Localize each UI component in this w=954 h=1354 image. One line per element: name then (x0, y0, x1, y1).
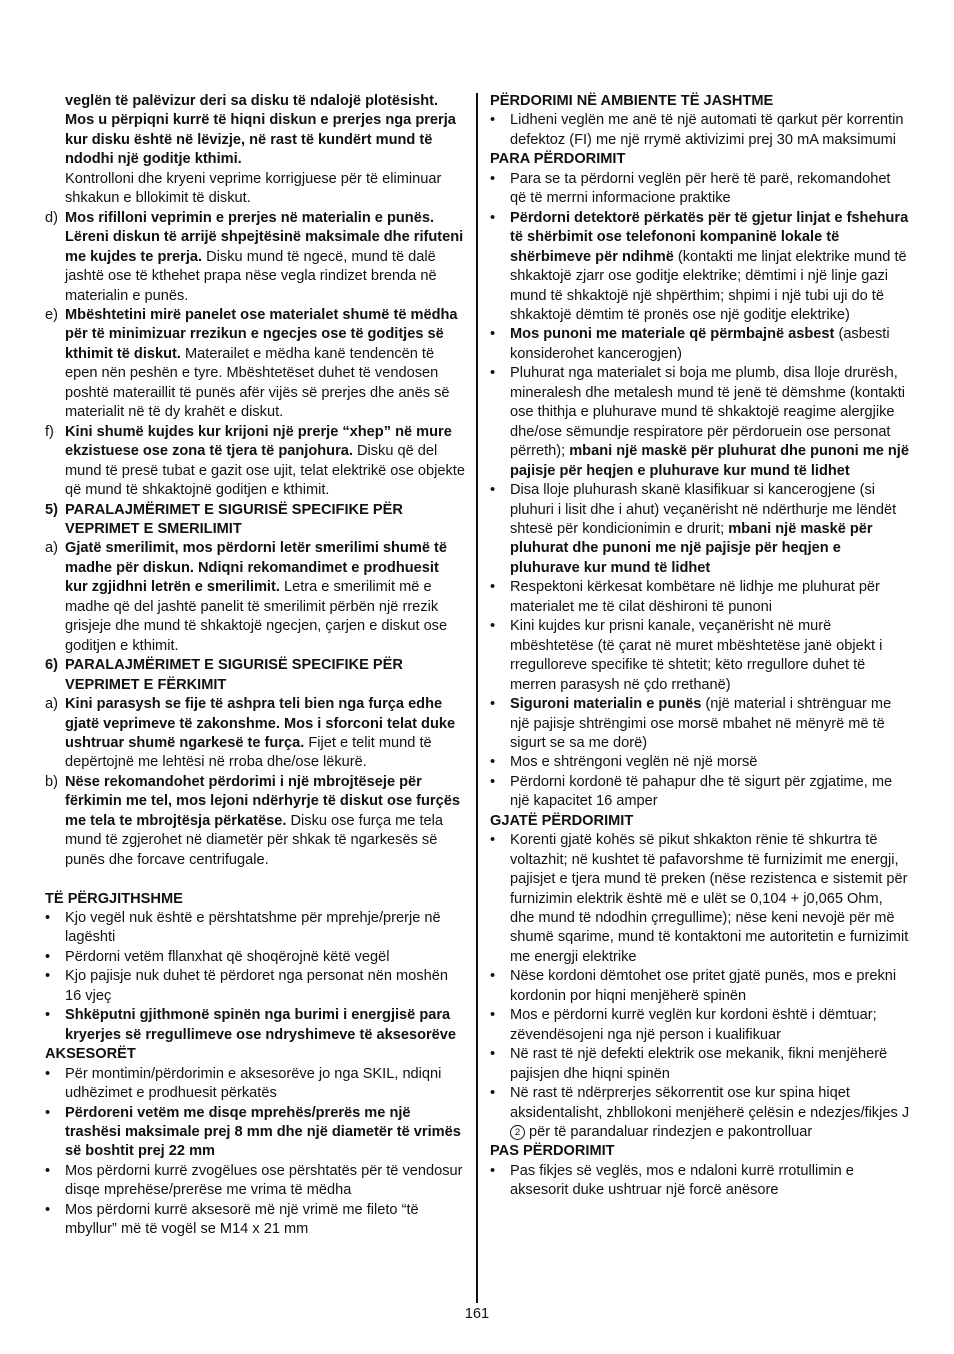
item-text: Mos e shtrëngoni veglën në një morsë (510, 754, 758, 771)
item-text: Përdorni vetëm fllanxhat që shoqërojnë këtë vegël (65, 948, 390, 965)
left-column (45, 92, 465, 1240)
list-item (45, 948, 465, 967)
list-item (490, 617, 910, 695)
bullet: • (45, 1104, 51, 1121)
list-item (45, 1201, 465, 1240)
list-item (490, 1162, 910, 1201)
item-bold-text: Mbështetini mirë panelet ose materialet shumë të mëdha për të minimizuar rrezikun e ngecjes ose të goditjes së kthimit të diskut. (65, 306, 458, 362)
list-section-5 (45, 539, 465, 656)
list-item (490, 364, 910, 481)
bullet: • (490, 1007, 496, 1024)
list-item (490, 325, 910, 364)
item-text: Materailet e mëdha kanë tendencën të epen nën peshën e tyre. Mbështetëset duhet të vendosen poshtë materaillit të punës afër vijës së prerjes dhe anës së materialit në të dy krahët e diskut. (65, 345, 450, 421)
accessories-heading: AKSESORËT (45, 1046, 136, 1063)
bullet: • (45, 1007, 51, 1024)
section-5-heading (45, 501, 465, 540)
list-item (490, 695, 910, 753)
item-bold-text: Gjatë smerilimit, mos përdorni letër smerilimi shumë të madhe për diskun. Ndiqni rekomandimet e prodhuesit kur zgjidhni letrën e smerilimit. (65, 540, 447, 596)
item-bold-text: Përdoreni vetëm me disqe mprehës/prerës me një trashësi maksimale prej 8 mm dhe një diametër të vrimës së boshtit prej 22 mm (65, 1104, 461, 1160)
item-text: Për montimin/përdorimin e aksesorëve jo nga SKIL, ndiqni udhëzimet e prodhuesit përkatës (65, 1065, 442, 1102)
item-text: Kjo pajisje nuk duhet të përdoret nga personat nën moshën 16 vjeç (65, 968, 448, 1004)
before-use-heading: PARA PËRDORIMIT (490, 151, 626, 168)
dust-2-bold: mbani një maskë për pluhurat dhe punoni me një pajisje për heqjen e pluhurave kur mund të lidhet (510, 520, 873, 576)
general-heading: TË PËRGJITHSHME (45, 890, 183, 907)
bullet: • (490, 1162, 496, 1179)
item-bold-text: Kini shumë kujdes kur krijoni një prerje “xhep” në mure ekzistuese ose zona të tjera të panjohura. (65, 423, 452, 460)
item-bold-text: Kini parasysh se fije të ashpra teli bien nga furça edhe gjatë veprimeve të zakonshme. Mos i sforconi telat duke ushtruar shumë ngarkesë te furça. (65, 696, 456, 751)
bullet: • (45, 1201, 51, 1218)
bullet: • (490, 482, 496, 499)
after-use-list (490, 1162, 910, 1201)
page-number: 161 (464, 1306, 490, 1322)
bullet: • (490, 112, 496, 129)
item-text: Disku që del mund të presë tubat e gazit ose ujit, telat elektrikë ose objekte që mund të shkaktojnë goditjen e kthimit. (65, 443, 465, 499)
item-marker: f) (45, 423, 54, 440)
general-list (45, 909, 465, 1045)
bullet: • (490, 754, 496, 771)
list-item (490, 578, 910, 617)
item-text: Në rast të një defekti elektrik ose mekanik, fikni menjëherë pajisjen dhe hiqni spinën (510, 1046, 888, 1082)
dust-2-text: Disa lloje pluhurash skanë klasifikuar si kancerogjene (si pluhuri i lisit dhe i ahut) veçanërisht në ndërthurje me lëndët shtesë për kondicionimin e drurit; (510, 482, 897, 537)
callout-number-circle: 2 (510, 1125, 525, 1140)
bullet: • (490, 170, 496, 187)
list-item (490, 831, 910, 967)
list-item (490, 1006, 910, 1045)
during-use-heading: GJATË PËRDORIMIT (490, 812, 634, 829)
list-d-f (45, 209, 465, 501)
section-6-title: PARALAJMËRIMET E SIGURISË SPECIFIKE PËR VEPRIMET E FËRKIMIT (65, 657, 403, 693)
accessories-list (45, 1065, 465, 1240)
bullet: • (45, 948, 51, 965)
list-item (490, 209, 910, 326)
after-use-heading: PAS PËRDORIMIT (490, 1143, 615, 1160)
before-use-list (490, 170, 910, 365)
bullet: • (490, 773, 496, 790)
bullet: • (45, 968, 51, 985)
item-marker: a) (45, 540, 58, 557)
list-item (45, 773, 465, 870)
list-item (45, 423, 465, 501)
list-item (490, 481, 910, 578)
list-item (45, 209, 465, 306)
bullet: • (45, 1065, 51, 1082)
list-item (45, 1104, 465, 1162)
section-6-heading (45, 656, 465, 695)
list-item (45, 306, 465, 423)
item-text: Pas fikjes së veglës, mos e ndaloni kurrë rrotullimin e aksesorit duke ushtruar një forcë anësore (510, 1162, 854, 1199)
list-item (490, 753, 910, 772)
switch-text-end: për të parandaluar rindezjen e pakontrolluar (525, 1124, 813, 1141)
list-item (45, 539, 465, 656)
item-bold-text: Përdorni detektorë përkatës për të gjetur linjat e fshehura të shërbimit ose telefononi kompaninë lokale të shërbimeve për ndihmë (510, 209, 909, 265)
right-column (490, 92, 910, 1201)
item-text: Para se ta përdorni veglën për herë të parë, rekomandohet që të merrni informacione praktike (510, 170, 891, 207)
list-item (45, 909, 465, 948)
list-item (45, 1006, 465, 1045)
list-item (490, 1045, 910, 1084)
item-marker: d) (45, 209, 58, 226)
column-divider (476, 93, 478, 1303)
list-item (490, 1084, 910, 1142)
item-marker: b) (45, 773, 58, 790)
list-item (490, 170, 910, 209)
bullet: • (490, 1046, 496, 1063)
section-5-number: 5) (45, 501, 58, 518)
item-text: Letra e smerilimit më e madhe që del jashtë panelit të smerilimit përbën një rrezik grisjeje dhe mund të shkaktojë ngecjen, çarjen e diskut ose goditjen e kthimit. (65, 579, 448, 654)
section-5-title: PARALAJMËRIMET E SIGURISË SPECIFIKE PËR VEPRIMET E SMERILIMIT (65, 501, 403, 537)
section-6-number: 6) (45, 657, 58, 674)
item-marker: e) (45, 306, 58, 323)
item-text: Lidheni veglën me anë të një automati të qarkut për korrentin defektoz (FI) me një rrymë aktivizimi prej 30 mA maksimumi (510, 112, 904, 148)
bullet: • (490, 1085, 496, 1102)
outdoor-heading: PËRDORIMI NË AMBIENTE TË JASHTME (490, 93, 774, 109)
continued-text: Kontrolloni dhe kryeni veprime korrigjuese për të eliminuar shkakun e bllokimit të diskut. (65, 170, 442, 207)
item-text: (asbesti konsiderohet kancerogjen) (510, 326, 890, 362)
item-text: (kontakti me linjat elektrike mund të shkaktojë zjarr ose goditje elektrike; dëmtimi i një linje gazi mund të shkaktojë një shpërthim; shpimi i një tubi uji do të shkaktojë dëmtim të pronës ose një goditje elektrike) (510, 248, 907, 323)
list-item (45, 1162, 465, 1201)
item-bold-text: Mos punoni me materiale që përmbajnë asbest (510, 326, 835, 343)
bullet: • (45, 1162, 51, 1179)
bullet: • (490, 968, 496, 985)
bullet: • (490, 618, 496, 635)
list-item (45, 695, 465, 773)
dust-1-bold: mbani një maskë për pluhurat dhe punoni me një pajisje për heqjen e pluhurave kur mund të lidhet (510, 443, 909, 479)
item-text: (një material i shtrënguar me një pajisje shtrëngimi ose morsë mbahet në mënyrë më të sigurt se sa me dorë) (510, 696, 892, 751)
list-item (490, 111, 910, 150)
item-text: Mos përdorni kurrë aksesorë më një vrimë me fileto “të mbyllur” më të vogël se M14 x 21 mm (65, 1201, 419, 1238)
item-text: Përdorni kordonë të pahapur dhe të sigurt për zgjatime, me një kapacitet 16 amper (510, 773, 893, 810)
item-text: Disku ose furça me tela mund të zgjerohet në diametër për shkak të ngarkesës së punës dhe forcave centrifugale. (65, 812, 443, 868)
item-text: Disku mund të ngecë, mund të dalë jashtë ose të kthehet prapa nëse vegla rindizet brenda në materialin e punës. (65, 248, 437, 304)
bullet: • (490, 365, 496, 382)
item-bold-text: Mos rifilloni veprimin e prerjes në materialin e punës. Lëreni diskun të arrijë shpejtësinë maksimale dhe rifuteni me kujdes te prerja. (65, 209, 464, 265)
outdoor-list (490, 111, 910, 150)
item-text: Respektoni kërkesat kombëtare në lidhje me pluhurat për materialet me të cilat dëshironi të punoni (510, 579, 880, 615)
during-use-list (490, 831, 910, 1084)
bullet: • (490, 326, 496, 343)
item-marker: a) (45, 696, 58, 713)
list-section-6 (45, 695, 465, 870)
item-text: Mos përdorni kurrë zvogëlues ose përshtatës për të vendosur disqe mprehëse/prerëse me vrima të mëdha (65, 1162, 463, 1199)
before-use-list-continued (490, 578, 910, 811)
item-text: Mos e përdorni kurrë veglën kur kordoni është i dëmtuar; zëvendësojeni nga një person i kualifikuar (510, 1007, 877, 1043)
bullet: • (490, 696, 496, 713)
item-text: Fijet e telit mund të depërtojnë me lehtësi në rroba dhe/ose lëkurë. (65, 734, 432, 771)
item-text: Kini kujdes kur prisni kanale, veçanërisht në murë mbështetëse (të çarat në muret mbështetëse janë objekt i rregulloreve specifike të shtetit; këto rregullore duhet të merren parasysh në çdo rrethanë) (510, 618, 883, 693)
bullet: • (490, 579, 496, 596)
list-item (45, 1065, 465, 1104)
switch-text: Në rast të ndërprerjes sëkorrentit ose kur spina hiqet aksidentalisht, zhbllokoni menjëherë çelësin e ndezjes/fikjes J (510, 1085, 910, 1121)
item-text: Nëse kordoni dëmtohet ose pritet gjatë punës, mos e prekni kordonin por hiqni menjëherë spinën (510, 968, 897, 1004)
item-text: Kjo vegël nuk është e përshtatshme për mprehje/prerje në lagështi (65, 910, 441, 946)
dust-1-text: Pluhurat nga materialet si boja me plumb, disa lloje drurësh, mineralesh dhe metalesh mund të jenë të dëmshme (kontakti ose thithja e pluhurave mund të shkaktojë reagime alergjike dhe/ose sëmundje respiratore për përdoruein ose personat përreth); (510, 365, 906, 460)
spacer (45, 870, 465, 889)
bullet: • (490, 832, 496, 849)
item-bold-text: Nëse rekomandohet përdorimi i një mbrojtëseje për fërkimin me tel, mos lejoni ndërhyrje të diskut ose furçës me tela te mbrojtësja përkatëse. (65, 773, 460, 829)
item-bold-text: Shkëputni gjithmonë spinën nga burimi i energjisë para kryerjes së rregullimeve ose ndryshimeve të aksesorëve (65, 1007, 457, 1043)
item-text: Korenti gjatë kohës së pikut shkakton rënie të shkurtra të voltazhit; në kushtet të pafavorshme të furnizimit me energji, pajisjet e tjera mund të preken (nëse rezistenca e sistemit për furnizimin elektrik është më e ulët se 0,104 + j0,065 Ohm, dhe mund të ndodhin çrregullime); nëse keni nevojë për më shumë sqarime, mund të kontaktoni me autoritetin e furnizimit me energji elektrike (510, 832, 909, 965)
continued-bold-text: veglën të palëvizur deri sa disku të ndalojë plotësisht. Mos u përpiqni kurrë të hiqni diskun e prerjes nga prerja kur disku është në lëvizje, në rast të kundërt mund të ndodhi një goditje kthimi. (65, 93, 456, 168)
bullet: • (45, 910, 51, 927)
item-bold-text: Siguroni materialin e punës (510, 696, 702, 713)
continued-paragraph (45, 92, 465, 209)
list-item (490, 773, 910, 812)
list-item (490, 967, 910, 1006)
list-item (45, 967, 465, 1006)
bullet: • (490, 209, 496, 226)
